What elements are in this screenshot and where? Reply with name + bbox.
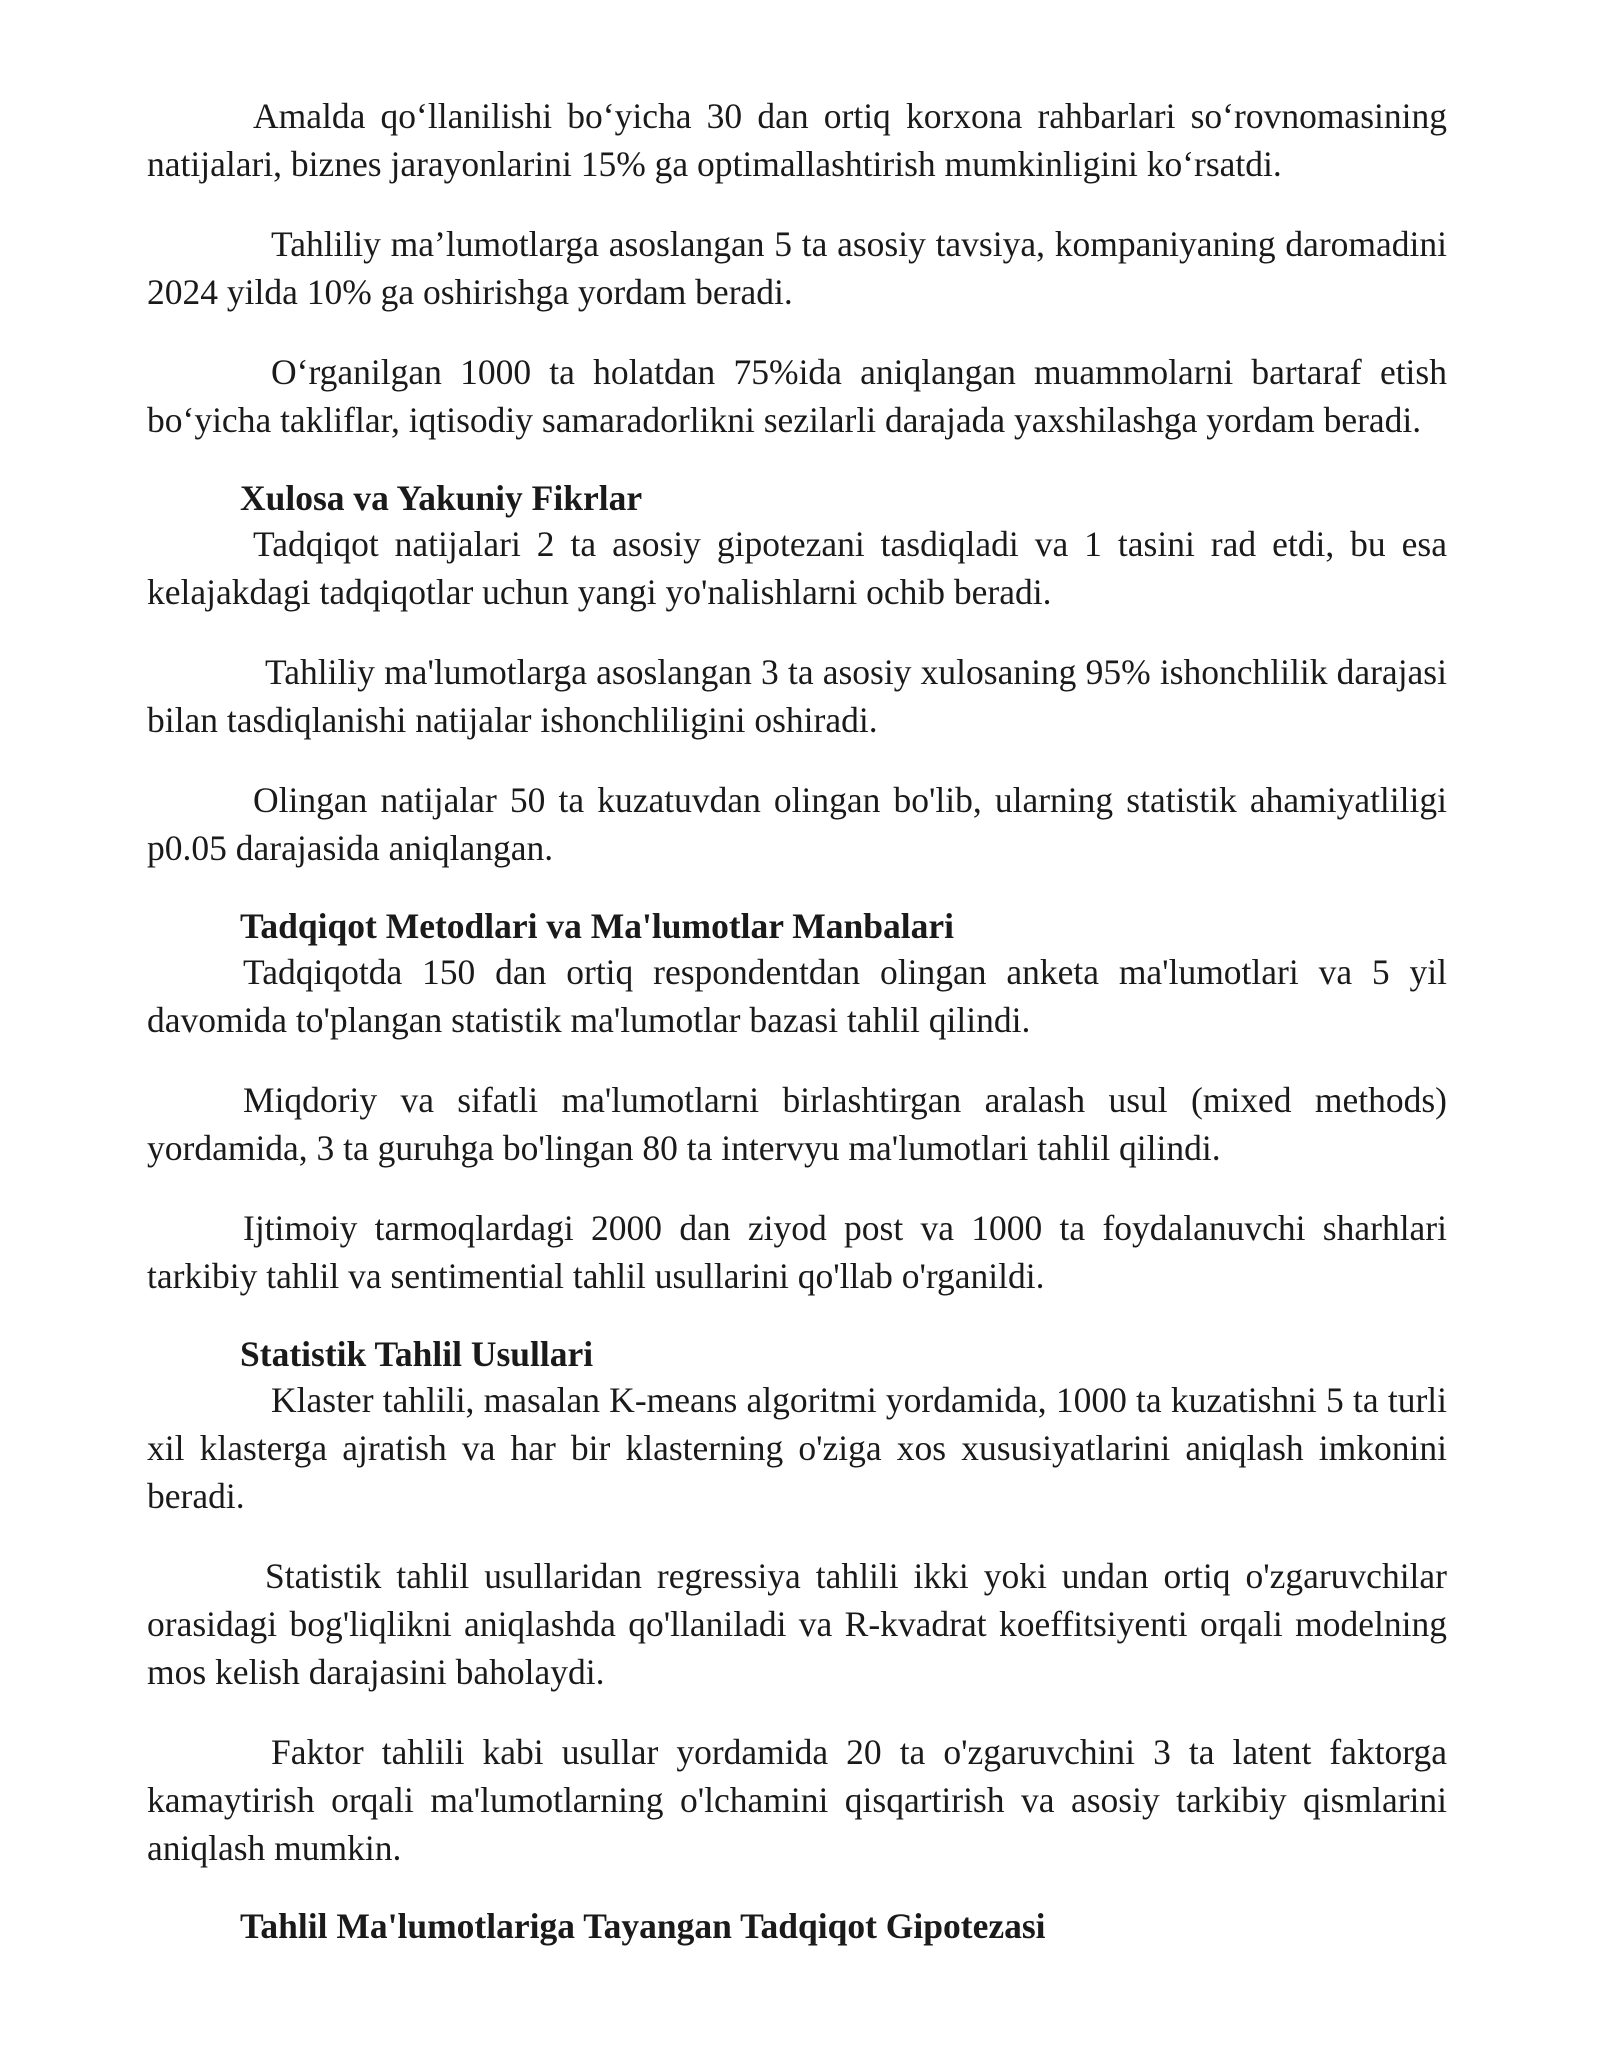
intro-paragraph-2: Tahliliy ma’lumotlarga asoslangan 5 ta asosiy tavsiya, kompaniyaning daromadini 2024 yilda 10% ga oshirishga yordam beradi. <box>147 224 1447 312</box>
document-page <box>147 92 1447 1948</box>
statistics-paragraph-2: Statistik tahlil usullaridan regressiya tahlili ikki yoki undan ortiq o'zgaruvchilar orasidagi bog'liqlikni aniqlashda qo'llaniladi va R-kvadrat koeffitsiyenti orqali modelning mos kelish darajasini baholaydi. <box>147 1556 1447 1692</box>
intro-paragraph-1: Amalda qo‘llanilishi bo‘yicha 30 dan ortiq korxona rahbarlari so‘rovnomasining natijalari, biznes jarayonlarini 15% ga optimallashtirish mumkinligini ko‘rsatdi. <box>147 96 1447 184</box>
section-heading-hypothesis: Tahlil Ma'lumotlariga Tayangan Tadqiqot Gipotezasi <box>240 1906 1046 1946</box>
section-heading-conclusion: Xulosa va Yakuniy Fikrlar <box>240 478 643 518</box>
statistics-paragraph-1: Klaster tahlili, masalan K-means algoritmi yordamida, 1000 ta kuzatishni 5 ta turli xil klasterga ajratish va har bir klasterning o'ziga xos xususiyatlarini aniqlash imkonini beradi. <box>147 1380 1447 1516</box>
statistics-paragraph-3: Faktor tahlili kabi usullar yordamida 20 ta o'zgaruvchini 3 ta latent faktorga kamaytirish orqali ma'lumotlarning o'lchamini qisqartirish va asosiy tarkibiy qismlarini aniqlash mumkin. <box>147 1732 1447 1868</box>
methods-paragraph-2: Miqdoriy va sifatli ma'lumotlarni birlashtirgan aralash usul (mixed methods) yordamida, 3 ta guruhga bo'lingan 80 ta intervyu ma'lumotlari tahlil qilindi. <box>147 1080 1447 1168</box>
methods-paragraph-3: Ijtimoiy tarmoqlardagi 2000 dan ziyod post va 1000 ta foydalanuvchi sharhlari tarkibiy tahlil va sentimential tahlil usullarini qo'llab o'rganildi. <box>147 1208 1447 1296</box>
conclusion-paragraph-2: Tahliliy ma'lumotlarga asoslangan 3 ta asosiy xulosaning 95% ishonchlilik darajasi bilan tasdiqlanishi natijalar ishonchliligini oshiradi. <box>147 652 1447 740</box>
methods-paragraph-1: Tadqiqotda 150 dan ortiq respondentdan olingan anketa ma'lumotlari va 5 yil davomida to'plangan statistik ma'lumotlar bazasi tahlil qilindi. <box>147 952 1447 1040</box>
conclusion-paragraph-1: Tadqiqot natijalari 2 ta asosiy gipotezani tasdiqladi va 1 tasini rad etdi, bu esa kelajakdagi tadqiqotlar uchun yangi yo'nalishlarni ochib beradi. <box>147 524 1447 612</box>
intro-paragraph-3: O‘rganilgan 1000 ta holatdan 75%ida aniqlangan muammolarni bartaraf etish bo‘yicha takliflar, iqtisodiy samaradorlikni sezilarli darajada yaxshilashga yordam beradi. <box>147 352 1447 440</box>
section-heading-methods: Tadqiqot Metodlari va Ma'lumotlar Manbalari <box>240 906 954 946</box>
section-heading-statistics: Statistik Tahlil Usullari <box>240 1334 594 1374</box>
conclusion-paragraph-3: Olingan natijalar 50 ta kuzatuvdan olingan bo'lib, ularning statistik ahamiyatliligi p0.05 darajasida aniqlangan. <box>147 780 1447 868</box>
